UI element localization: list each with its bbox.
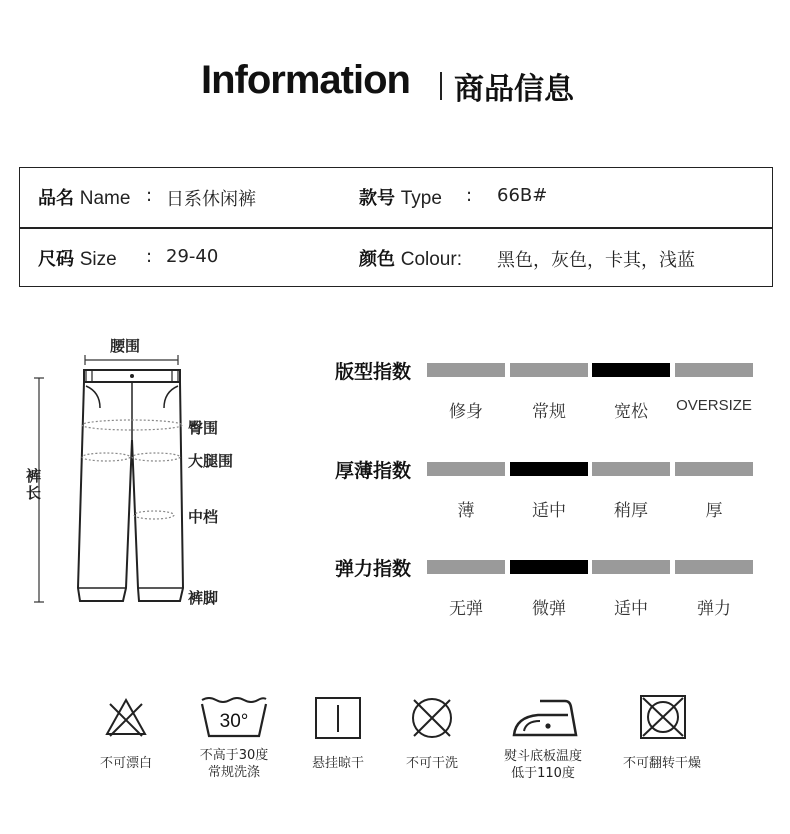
size-value: 29-40 (166, 246, 219, 267)
name-label: 品名 Name (38, 188, 131, 209)
name-separator: : (146, 185, 153, 206)
care-label-no-dry-clean: 不可干洗 (405, 756, 458, 771)
wash-30-icon (199, 694, 269, 740)
care-label-iron: 熨斗底板温度 低于110度 (503, 749, 582, 781)
scale-option-label: 适中 (614, 599, 648, 619)
care-label-no-tumble-dry: 不可翻转干燥 (622, 756, 701, 771)
scale-segment (427, 363, 505, 377)
label-hip: 臀围 (188, 419, 219, 437)
trouser-diagram (20, 330, 260, 620)
scale-segment-selected (510, 462, 588, 476)
title-chinese: 商品信息 (454, 72, 574, 107)
scale-option-label: 弹力 (697, 599, 731, 619)
scale-option-label: 修身 (449, 402, 483, 422)
scale-segment (510, 363, 588, 377)
scale-option-label: 厚 (705, 501, 723, 521)
svg-text:30°: 30° (219, 711, 249, 732)
scale-segment-selected (592, 363, 670, 377)
scale-segment (592, 560, 670, 574)
scale-option-label: 常规 (532, 402, 566, 422)
no-tumble-dry-icon (639, 694, 687, 740)
title-divider (440, 72, 442, 100)
scale-segment (427, 560, 505, 574)
size-separator: : (146, 246, 153, 267)
size-label: 尺码 Size (38, 249, 117, 270)
scale-segment (675, 363, 753, 377)
care-label-no-bleach: 不可漂白 (99, 756, 152, 771)
scale-option-label: 微弹 (532, 599, 566, 619)
label-waist: 腰围 (110, 337, 141, 355)
type-separator: : (466, 185, 473, 206)
iron-low-icon (510, 697, 580, 739)
scale-title: 弹力指数 (335, 558, 412, 580)
scale-segment-selected (510, 560, 588, 574)
scale-option-label: 薄 (457, 501, 475, 521)
scale-segment (592, 462, 670, 476)
label-length: 裤长 (24, 468, 42, 502)
type-label: 款号 Type (359, 188, 442, 209)
scale-segment (675, 560, 753, 574)
colour-label: 颜色 Colour: (359, 249, 462, 270)
label-thigh: 大腿围 (188, 452, 234, 470)
scale-title: 版型指数 (335, 361, 412, 383)
no-dry-clean-icon (409, 695, 455, 741)
care-label-hang-dry: 悬挂晾干 (311, 756, 364, 771)
care-label-wash-30: 不高于30度 常规洗涤 (199, 748, 269, 780)
type-value: 66B# (497, 185, 548, 206)
scale-segment (427, 462, 505, 476)
scale-title: 厚薄指数 (335, 460, 412, 482)
scale-option-label: 适中 (532, 501, 566, 521)
name-value: 日系休闲裤 (166, 189, 256, 210)
table-row-divider (19, 227, 773, 229)
scale-option-label: OVERSIZE (676, 397, 752, 414)
no-bleach-icon (104, 696, 148, 738)
scale-segment (675, 462, 753, 476)
hang-dry-icon (314, 696, 362, 740)
colour-value: 黑色，灰色，卡其，浅蓝 (497, 250, 695, 271)
label-hem: 裤脚 (188, 589, 219, 607)
label-rise: 中档 (188, 508, 219, 526)
scale-option-label: 稍厚 (614, 501, 648, 521)
title-english: Information (201, 58, 410, 102)
scale-option-label: 无弹 (449, 599, 483, 619)
scale-option-label: 宽松 (614, 402, 648, 422)
